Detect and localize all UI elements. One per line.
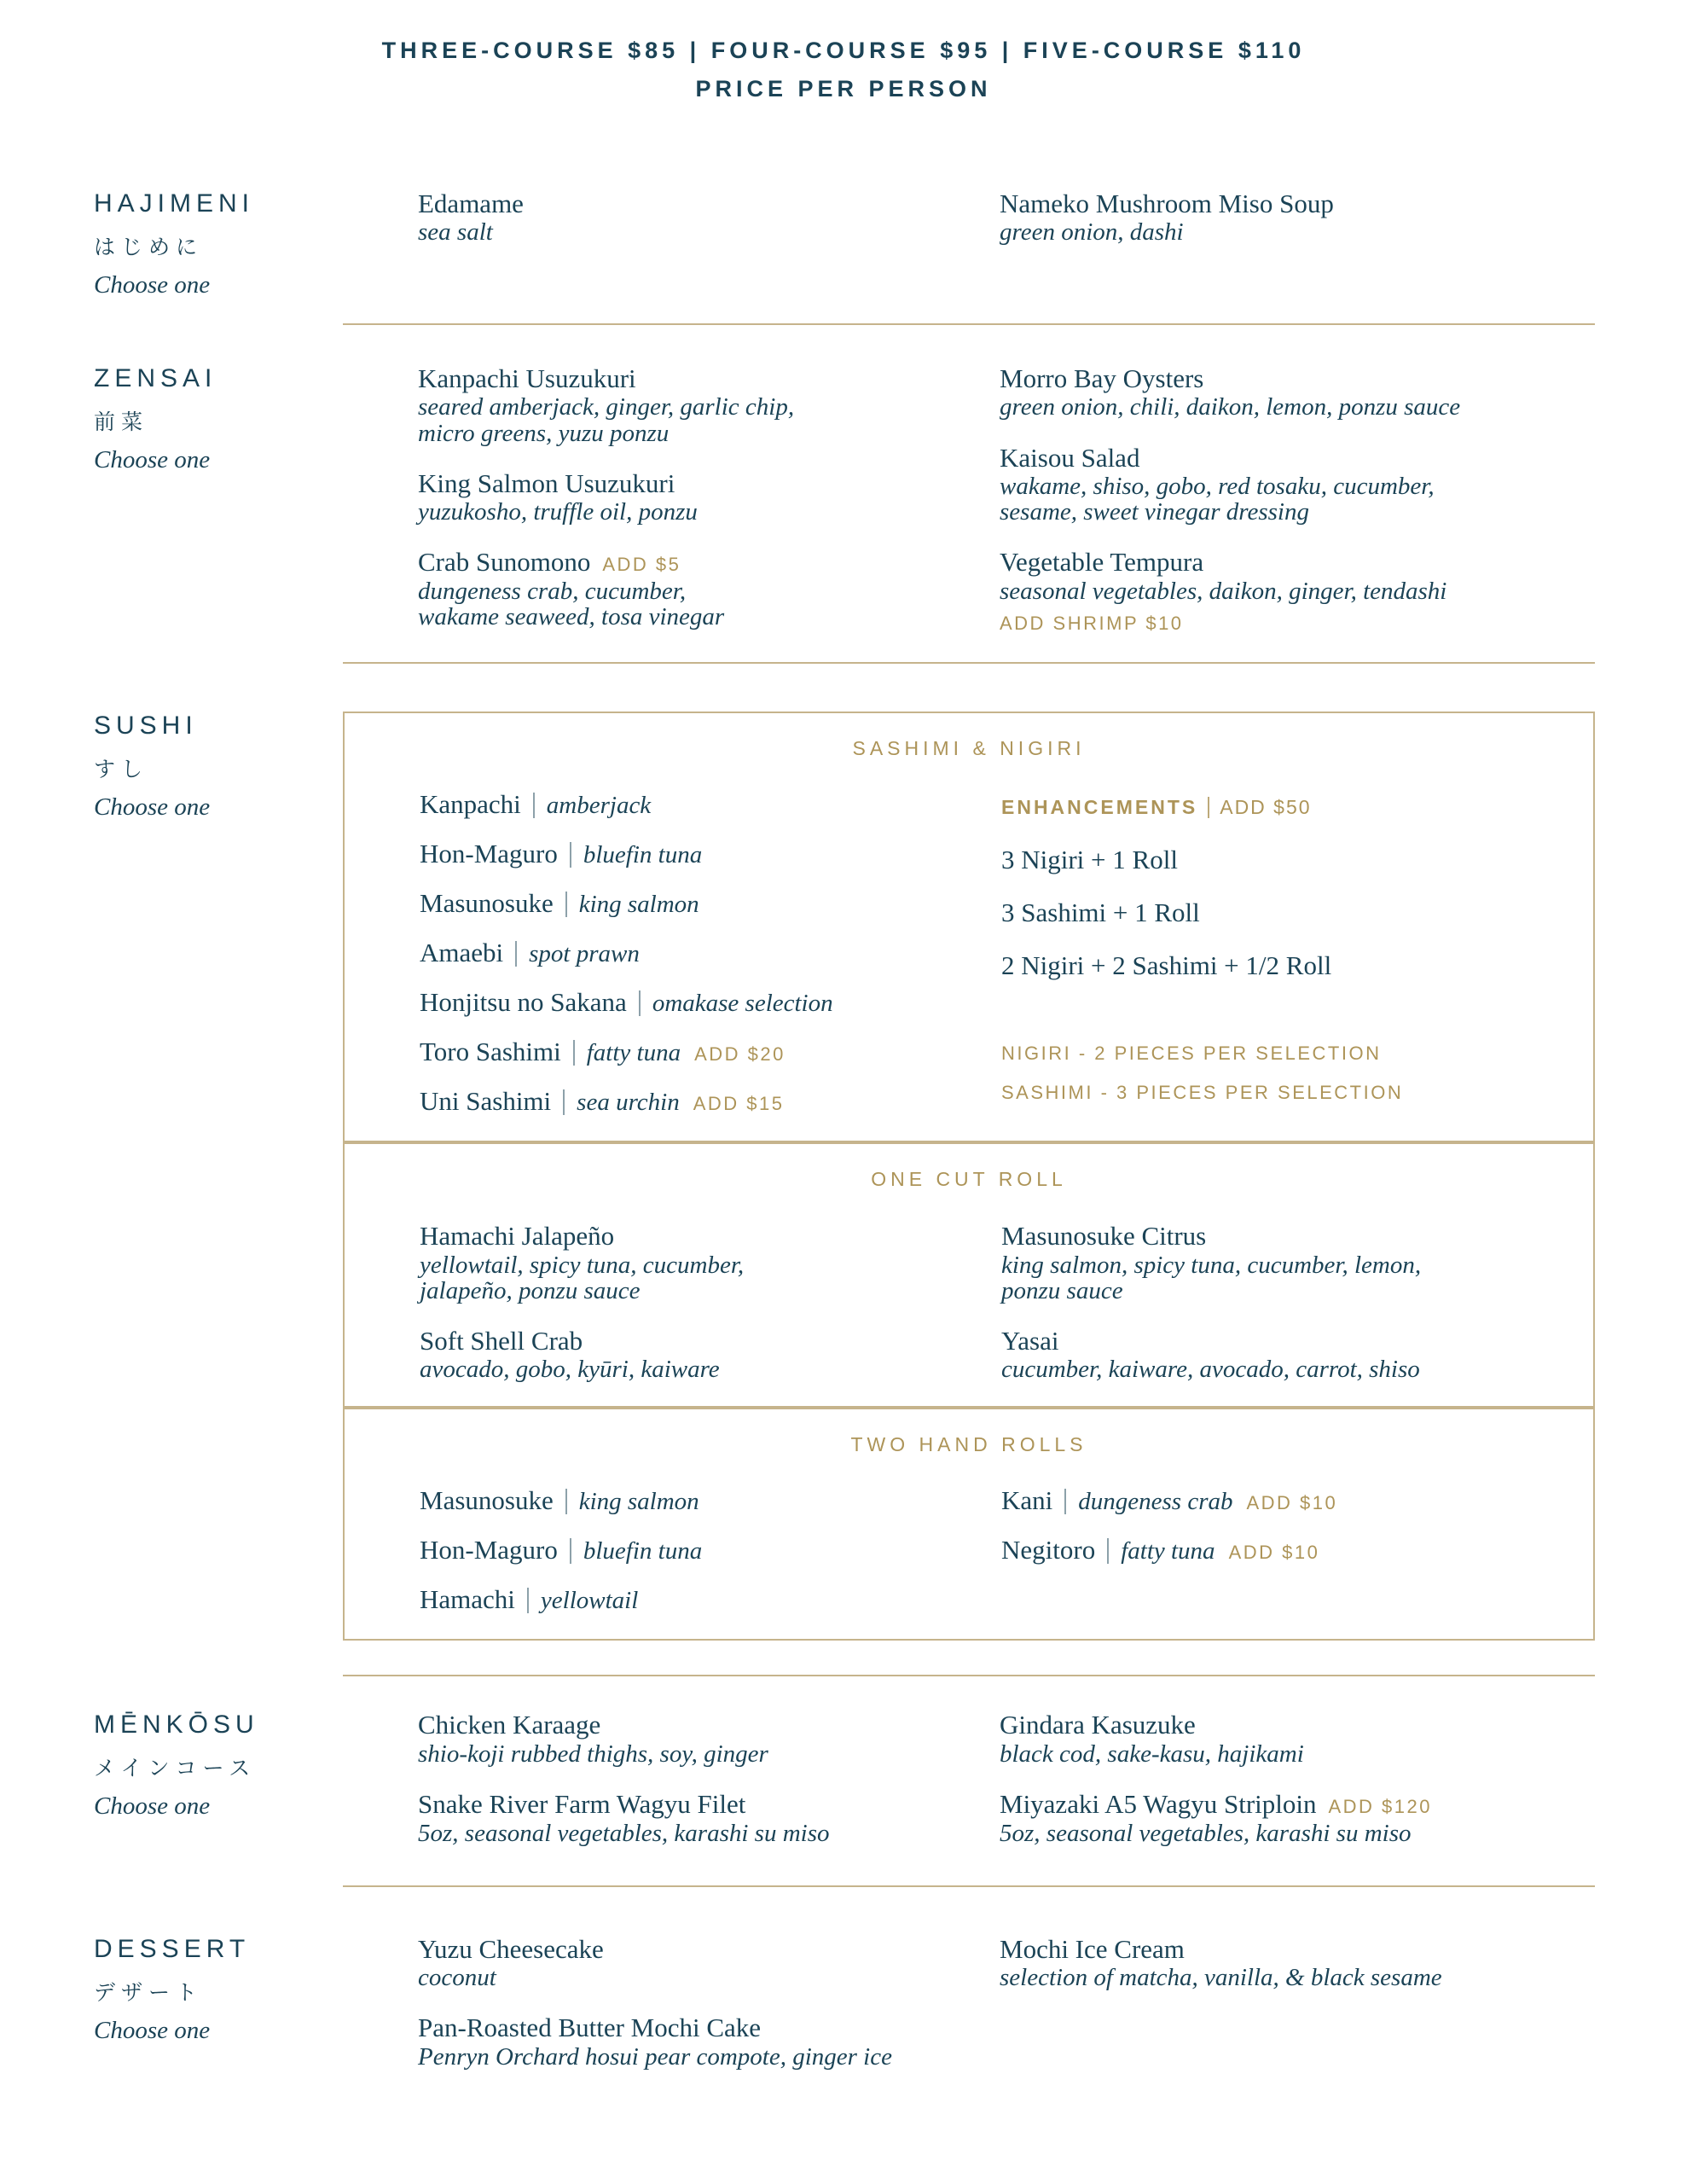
menu-item (420, 1536, 1001, 1565)
item-name: Crab Sunomono (418, 547, 591, 578)
box-two-hand-rolls (343, 1408, 1595, 1641)
item-description: seasonal vegetables, daikon, ginger, tendashi (1000, 577, 1447, 605)
section-body (343, 364, 1595, 635)
menu-item (418, 2013, 1000, 2070)
menu-item (1001, 1327, 1576, 1383)
item-add-price: ADD $120 (1328, 1796, 1433, 1818)
menu-column-right (1000, 1711, 1595, 1845)
item-name: Amaebi (420, 938, 504, 968)
menu-item (1000, 364, 1595, 421)
item-alt-name: dungeness crab (1078, 1488, 1233, 1516)
menu-column-left (418, 189, 1000, 246)
name-separator (573, 1040, 575, 1066)
item-description: shio-koji rubbed thighs, soy, ginger (418, 1740, 768, 1768)
item-name: Snake River Farm Wagyu Filet (418, 1789, 746, 1820)
item-description: seared amberjack, ginger, garlic chip, micro greens, yuzu ponzu (418, 393, 795, 447)
item-description: cucumber, kaiware, avocado, carrot, shiso (1001, 1356, 1420, 1384)
pieces-note: NIGIRI - 2 PIECES PER SELECTION (1001, 1043, 1382, 1065)
section-label-sushi (94, 712, 343, 1641)
item-name: Negitoro (1001, 1535, 1096, 1565)
menu-item (1000, 1935, 1595, 1991)
box-column-left (420, 1487, 1001, 1615)
name-separator (563, 1089, 565, 1115)
item-name: Hamachi Jalapeño (420, 1221, 615, 1252)
item-name: Pan-Roasted Butter Mochi Cake (418, 2013, 762, 2043)
section-label-zensai (94, 364, 343, 635)
section-japanese: すし (94, 758, 149, 782)
item-name: Kaisou Salad (1000, 442, 1140, 473)
item-name: Mochi Ice Cream (1000, 1933, 1185, 1964)
item-name: Kanpachi Usuzukuri (418, 363, 636, 393)
item-add-price: ADD $15 (693, 1093, 785, 1115)
section-japanese: 前菜 (94, 411, 149, 434)
item-name: Chicken Karaage (418, 1710, 601, 1740)
name-separator (533, 793, 535, 818)
item-name: Uni Sashimi (420, 1086, 552, 1117)
menu-item (1000, 548, 1595, 635)
section-note: Choose one (94, 1792, 211, 1821)
enhancements-label: ENHANCEMENTS (1001, 796, 1198, 819)
item-name-row (418, 548, 1000, 576)
section-divider (343, 1675, 1595, 1676)
item-name: Masunosuke (420, 888, 554, 919)
section-note: Choose one (94, 271, 211, 299)
item-description: green onion, chili, daikon, lemon, ponzu sauce (1000, 393, 1461, 421)
menu-item (1000, 1711, 1595, 1767)
item-name: Yasai (1001, 1325, 1059, 1356)
name-separator (570, 1538, 571, 1564)
item-alt-name: king salmon (578, 891, 699, 919)
box-sashimi-nigiri (343, 712, 1595, 1142)
item-name: Gindara Kasuzuke (1000, 1710, 1196, 1740)
enhancements-header (1001, 796, 1576, 819)
section-hajimeni (0, 189, 1687, 299)
section-body (343, 1935, 1595, 2070)
section-note: Choose one (94, 2016, 211, 2044)
section-body (343, 1711, 1595, 1845)
item-name: Kanpachi (420, 789, 521, 820)
pieces-note: SASHIMI - 3 PIECES PER SELECTION (1001, 1082, 1404, 1104)
menu-item (1001, 1487, 1576, 1516)
section-title: ZENSAI (94, 364, 217, 392)
section-divider (343, 662, 1595, 664)
menu-item (1000, 189, 1595, 246)
menu-item (418, 1711, 1000, 1767)
item-name: Hon-Maguro (420, 839, 558, 869)
section-zensai (0, 364, 1687, 635)
item-description: avocado, gobo, kyūri, kaiware (420, 1356, 720, 1384)
menu-column-right (1000, 364, 1595, 635)
item-description: Penryn Orchard hosui pear compote, ginger ice (418, 2042, 892, 2071)
section-menkosu (0, 1711, 1687, 1845)
item-name: Masunosuke Citrus (1001, 1221, 1207, 1252)
item-description: dungeness crab, cucumber, wakame seaweed, tosa vinegar (418, 577, 725, 631)
course-pricing: THREE-COURSE $85 | FOUR-COURSE $95 | FIVE-COURSE $110 (381, 38, 1306, 63)
box-column-right (1001, 1222, 1576, 1382)
menu-item (418, 189, 1000, 246)
menu-item (420, 1487, 1001, 1516)
box-column-right (1001, 791, 1576, 1117)
enhancement-option: 3 Nigiri + 1 Roll (1001, 845, 1178, 875)
item-description: green onion, dashi (1000, 218, 1184, 247)
name-separator (515, 941, 517, 967)
item-name: Kani (1001, 1485, 1053, 1516)
item-name: Honjitsu no Sakana (420, 987, 627, 1018)
item-add-price: ADD $20 (694, 1043, 786, 1066)
item-name: Vegetable Tempura (1000, 547, 1204, 578)
item-alt-name: king salmon (578, 1488, 699, 1516)
menu-item (418, 1790, 1000, 1846)
item-alt-name: fatty tuna (1121, 1537, 1215, 1565)
section-title: HAJIMENI (94, 189, 255, 218)
menu-item (420, 890, 1001, 919)
box-column-right (1001, 1487, 1576, 1615)
box-column-left (420, 791, 1001, 1117)
item-name: Hamachi (420, 1584, 515, 1615)
name-separator (527, 1588, 529, 1613)
menu-item (420, 1222, 1001, 1304)
pieces-notes (1001, 1034, 1576, 1112)
menu-item (418, 1935, 1000, 1991)
item-name: Miyazaki A5 Wagyu Striploin (1000, 1789, 1317, 1820)
box-title: ONE CUT ROLL (871, 1168, 1067, 1191)
name-separator (1208, 797, 1209, 818)
name-separator (1107, 1538, 1109, 1564)
menu-item (418, 469, 1000, 526)
menu-item (420, 791, 1001, 820)
menu-item (1000, 1790, 1595, 1846)
box-title: TWO HAND ROLLS (850, 1433, 1087, 1456)
item-name: Toro Sashimi (420, 1037, 561, 1067)
item-description: sea salt (418, 218, 493, 247)
section-title: DESSERT (94, 1934, 251, 1963)
item-alt-name: sea urchin (577, 1089, 680, 1117)
menu-column-left (418, 1935, 1000, 2070)
item-description: black cod, sake-kasu, hajikami (1000, 1740, 1304, 1768)
item-name: Edamame (418, 189, 524, 218)
item-description: wakame, shiso, gobo, red tosaku, cucumber, sesame, sweet vinegar dressing (1000, 473, 1435, 526)
menu-item (420, 939, 1001, 968)
enhancement-option: 3 Sashimi + 1 Roll (1001, 897, 1200, 928)
section-label-menkosu (94, 1711, 343, 1845)
section-divider (343, 323, 1595, 325)
menu-column-left (418, 1711, 1000, 1845)
item-description: selection of matcha, vanilla, & black sesame (1000, 1964, 1442, 1992)
name-separator (1064, 1489, 1066, 1514)
item-alt-name: spot prawn (529, 940, 640, 968)
item-name-row (1000, 1790, 1595, 1818)
menu-item (418, 364, 1000, 446)
menu-item (420, 1038, 1001, 1067)
name-separator (570, 842, 571, 868)
section-label-hajimeni (94, 189, 343, 299)
item-alt-name: bluefin tuna (583, 1537, 703, 1565)
item-name: Yuzu Cheesecake (418, 1933, 604, 1964)
item-name: Morro Bay Oysters (1000, 363, 1204, 393)
item-description: yellowtail, spicy tuna, cucumber, jalapeño, ponzu sauce (420, 1251, 745, 1304)
item-description: 5oz, seasonal vegetables, karashi su miso (1000, 1819, 1412, 1847)
item-description: 5oz, seasonal vegetables, karashi su miso (418, 1819, 830, 1847)
item-add-price: ADD $10 (1228, 1542, 1320, 1564)
menu-item (1001, 1222, 1576, 1304)
box-title: SASHIMI & NIGIRI (852, 737, 1086, 760)
name-separator (565, 892, 567, 917)
section-japanese: はじめに (94, 236, 204, 259)
item-name: Masunosuke (420, 1485, 554, 1516)
enhancements-add-price: ADD $50 (1220, 796, 1312, 819)
menu-column-right (1000, 189, 1595, 246)
menu-item (420, 840, 1001, 869)
section-japanese: メインコース (94, 1757, 257, 1781)
item-name: Soft Shell Crab (420, 1325, 583, 1356)
item-name: Hon-Maguro (420, 1535, 558, 1565)
item-name: Nameko Mushroom Miso Soup (1000, 189, 1334, 218)
section-note: Choose one (94, 446, 211, 473)
item-alt-name: fatty tuna (586, 1039, 681, 1067)
menu-item (418, 548, 1000, 630)
item-name: King Salmon Usuzukuri (418, 468, 675, 498)
section-body (343, 189, 1595, 299)
menu-item (1001, 1536, 1576, 1565)
item-description: yuzukosho, truffle oil, ponzu (418, 498, 698, 526)
section-note: Choose one (94, 793, 211, 822)
item-add-price: ADD $5 (602, 554, 681, 576)
item-add-price: ADD $10 (1246, 1492, 1338, 1514)
menu-item (420, 1088, 1001, 1117)
section-title: SUSHI (94, 712, 198, 741)
price-per-person: PRICE PER PERSON (695, 76, 992, 102)
section-body (343, 712, 1595, 1641)
menu-column-left (418, 364, 1000, 635)
menu-item (1000, 444, 1595, 526)
enhancement-option: 2 Nigiri + 2 Sashimi + 1/2 Roll (1001, 950, 1332, 981)
menu-item (420, 989, 1001, 1018)
name-separator (565, 1489, 567, 1514)
menu-item (420, 1327, 1001, 1383)
item-add-note: ADD SHRIMP $10 (1000, 613, 1184, 635)
section-divider (343, 1885, 1595, 1887)
menu-item (420, 1586, 1001, 1615)
item-alt-name: bluefin tuna (583, 841, 703, 869)
section-sushi (0, 712, 1687, 1641)
section-japanese: デザート (94, 1981, 204, 2005)
section-label-dessert (94, 1935, 343, 2070)
section-dessert (0, 1935, 1687, 2070)
box-one-cut-roll (343, 1142, 1595, 1408)
section-title: MĒNKŌSU (94, 1711, 259, 1740)
item-alt-name: amberjack (546, 792, 652, 820)
item-description: king salmon, spicy tuna, cucumber, lemon, ponzu sauce (1001, 1251, 1422, 1304)
item-alt-name: omakase selection (652, 990, 833, 1018)
menu-column-right (1000, 1935, 1595, 2070)
item-alt-name: yellowtail (540, 1587, 639, 1615)
name-separator (639, 990, 641, 1016)
item-description: coconut (418, 1964, 496, 1992)
menu-header (0, 0, 1687, 102)
box-column-left (420, 1222, 1001, 1382)
